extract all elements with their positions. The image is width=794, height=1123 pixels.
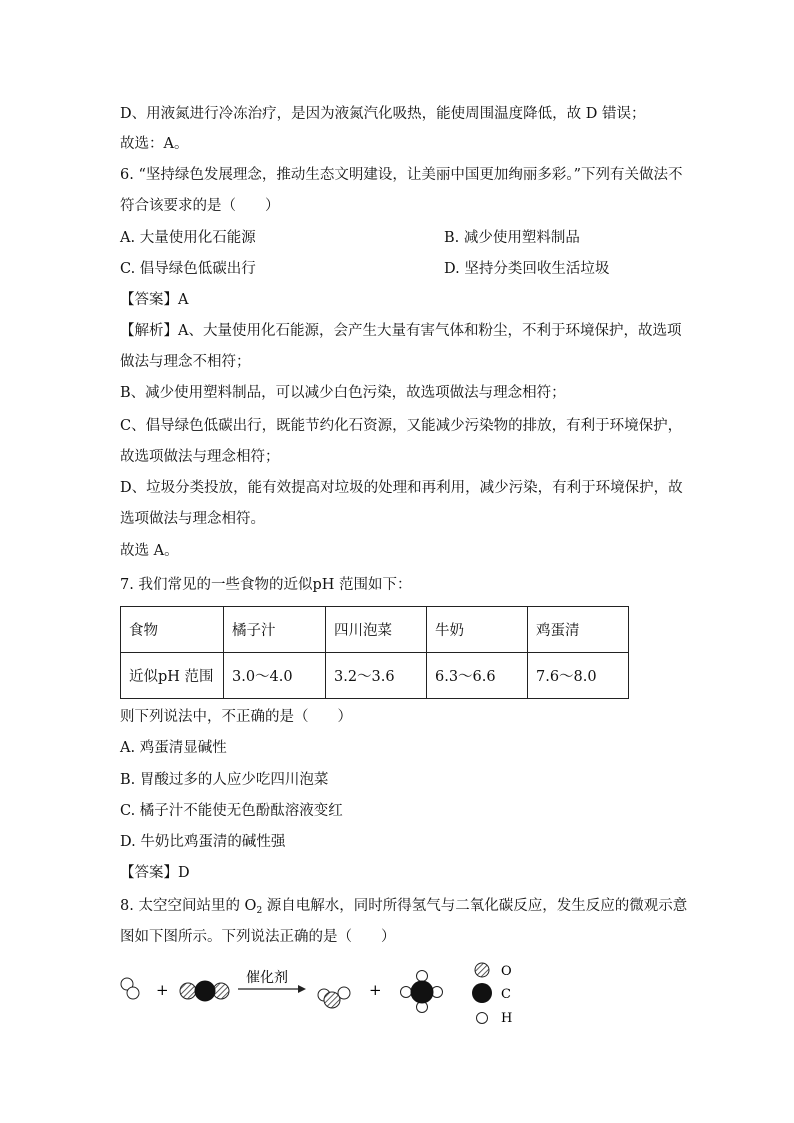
- q6-option-a: A. 大量使用化石能源: [120, 230, 256, 246]
- text-line: 故选：A。: [120, 136, 189, 152]
- carbon-dioxide-molecule: [180, 981, 229, 1001]
- table-cell: 近似pH 范围: [121, 653, 224, 699]
- methane-molecule: [401, 971, 443, 1013]
- legend: [472, 963, 512, 1026]
- q7-option-a: A. 鸡蛋清显碱性: [120, 740, 227, 756]
- q7-option-d: D. 牛奶比鸡蛋清的碱性强: [120, 834, 286, 850]
- oxygen-atom-icon: [475, 963, 489, 977]
- question-7-stem: 7. 我们常见的一些食物的近似pH 范围如下：: [120, 577, 412, 593]
- table-cell: 食物: [121, 607, 224, 653]
- question-6-stem: 6. “坚持绿色发展理念，推动生态文明建设，让美丽中国更加绚丽多彩。”下列有关做法不: [120, 167, 683, 183]
- q6-explanation: 故选项做法与理念相符；: [120, 449, 280, 465]
- q6-answer: 【答案】A: [120, 292, 189, 308]
- question-8-stem: [120, 896, 687, 921]
- legend-label-c: C: [501, 987, 511, 1002]
- ph-table: [120, 606, 629, 699]
- q6-explanation: D、垃圾分类投放，能有效提高对垃圾的处理和再利用，减少污染，有利于环境保护，故: [120, 480, 683, 496]
- q6-explanation: 选项做法与理念相符。: [120, 511, 265, 527]
- carbon-atom-icon: [472, 983, 492, 1003]
- table-cell: 橘子汁: [224, 607, 326, 653]
- subscript: 2: [256, 906, 263, 916]
- legend-label-o: O: [501, 964, 512, 979]
- q7-option-b: B. 胃酸过多的人应少吃四川泡菜: [120, 772, 329, 788]
- table-cell: 牛奶: [427, 607, 528, 653]
- q7-after-table: 则下列说法中，不正确的是（ ）: [120, 709, 352, 725]
- question-8-stem-cont: 图如下图所示。下列说法正确的是（ ）: [120, 929, 396, 945]
- q6-explanation: B、减少使用塑料制品，可以减少白色污染，故选项做法与理念相符；: [120, 385, 566, 401]
- q6-explanation: 【解析】A、大量使用化石能源，会产生大量有害气体和粉尘，不利于环境保护，故选项: [120, 323, 682, 339]
- table-cell: 3.2～3.6: [326, 653, 427, 699]
- table-row: [121, 653, 629, 699]
- question-6-stem-cont: 符合该要求的是（ ）: [120, 198, 280, 214]
- table-cell: 7.6～8.0: [528, 653, 629, 699]
- q6-explanation: 做法与理念不相符；: [120, 354, 251, 370]
- q6-option-c: C. 倡导绿色低碳出行: [120, 261, 256, 277]
- hydrogen-atom-icon: [477, 1013, 488, 1024]
- table-cell: 3.0～4.0: [224, 653, 326, 699]
- text-line: D、用液氮进行冷冻治疗，是因为液氮汽化吸热，能使周围温度降低，故 D 错误；: [120, 106, 646, 122]
- table-cell: 四川泡菜: [326, 607, 427, 653]
- reaction-diagram: [112, 955, 532, 1030]
- q6-explanation: C、倡导绿色低碳出行，既能节约化石资源，又能减少污染物的排放，有利于环境保护，: [120, 418, 683, 434]
- plus-sign: +: [156, 981, 169, 999]
- plus-sign: +: [369, 981, 382, 999]
- q6-option-d: D. 坚持分类回收生活垃圾: [444, 261, 610, 277]
- q8-text: 8. 太空空间站里的 O: [120, 898, 257, 914]
- q6-final: 故选 A。: [120, 543, 179, 559]
- table-header-row: [121, 607, 629, 653]
- q7-option-c: C. 橘子汁不能使无色酚酞溶液变红: [120, 803, 343, 819]
- arrow-head-icon: [298, 985, 306, 993]
- water-molecule: [318, 987, 350, 1008]
- catalyst-label: 催化剂: [246, 970, 288, 986]
- table-cell: 6.3～6.6: [427, 653, 528, 699]
- hydrogen-molecule: [121, 978, 139, 999]
- q7-answer: 【答案】D: [120, 865, 190, 881]
- q6-option-b: B. 减少使用塑料制品: [444, 230, 580, 246]
- q8-text: 源自电解水，同时所得氢气与二氧化碳反应，发生反应的微观示意: [262, 898, 688, 914]
- table-cell: 鸡蛋清: [528, 607, 629, 653]
- legend-label-h: H: [501, 1011, 513, 1026]
